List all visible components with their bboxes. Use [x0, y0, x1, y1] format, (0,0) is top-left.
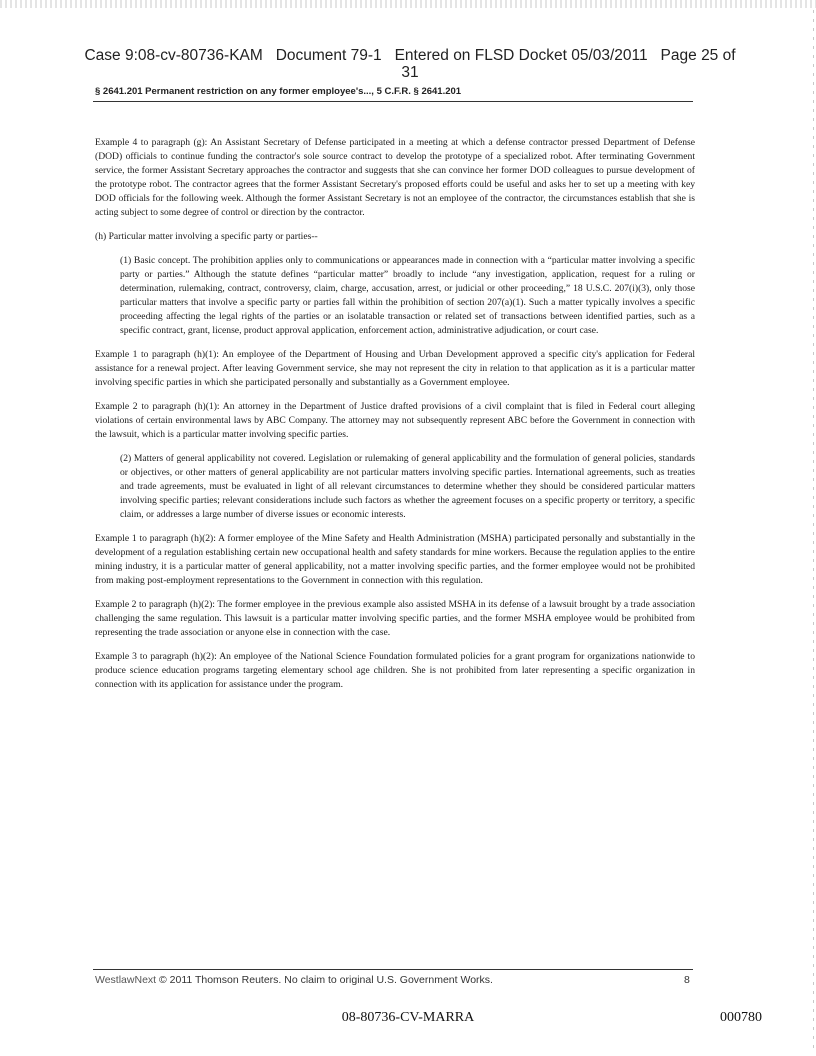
page-number: 8 — [684, 974, 690, 986]
example-2-paragraph-h2: Example 2 to paragraph (h)(2): The former employee in the previous example also assisted MSHA in its defense of a lawsuit brought by a trade association challenging the same regulation. This lawsuit is a particular matter involving specific parties, and the former MSHA employee would be prohibited from representing the trade association or anyone else in connection with the case. — [95, 599, 695, 638]
case-header — [60, 47, 760, 81]
case-number-stamp: 08-80736-CV-MARRA — [341, 1010, 475, 1025]
document-body — [95, 136, 695, 702]
westlaw-logo: WestlawNext — [95, 974, 157, 986]
section-h2-general-applicability: (2) Matters of general applicability not covered. Legislation or rulemaking of general applicability and the formulation of general policies, standards or objectives, or other matters of general applicability are not particular matters involving specific parties. International agreements, such as treaties and trade agreements, must be evaluated in light of all relevant circumstances to determine whether they should be considered particular matters involving specific parties; relevant considerations include such factors as whether the agreement focuses on a specific property or territory, a specific claim, or addresses a large number of diverse issues or economic interests. — [120, 453, 695, 520]
section-h1-basic-concept: (1) Basic concept. The prohibition applies only to communications or appearances made in connection with a “particular matter involving a specific party or parties.” Although the statute defines “particular matter” broadly to include “any investigation, application, request for a ruling or determination, rulemaking, contract, controversy, claim, charge, accusation, arrest, or judicial or other proceeding,” 18 U.S.C. 207(i)(3), only those particular matters that involve a specific party or parties fall within the prohibition of section 207(a)(1). Such a matter typically involves a specific proceeding affecting the legal rights of the parties or an isolatable transaction or related set of transactions between identified parties, such as a specific contract, grant, license, product approval application, enforcement action, administrative adjudication, or court case. — [120, 255, 695, 336]
section-h-heading: (h) Particular matter involving a specific party or parties-- — [95, 231, 318, 242]
footer-copyright — [95, 974, 493, 986]
case-header-line-2: 31 — [401, 64, 419, 81]
copyright-text: © 2011 Thomson Reuters. No claim to original U.S. Government Works. — [159, 974, 493, 986]
header-divider — [93, 101, 693, 102]
scan-artifact-top — [0, 0, 816, 8]
example-1-paragraph-h2: Example 1 to paragraph (h)(2): A former employee of the Mine Safety and Health Administration (MSHA) participated personally and substantially in the development of a regulation establishing certain new occupational health and safety standards for mine workers. Because the regulation applies to the entire mining industry, it is a particular matter of general applicability, not a matter involving specific parties, and the former employee would not be prohibited from making post-employment representations to the Government in connection with this regulation. — [95, 533, 695, 586]
example-1-paragraph-h1: Example 1 to paragraph (h)(1): An employee of the Department of Housing and Urban Development approved a specific city's application for Federal assistance for a renewal project. After leaving Government service, she may not represent the city in relation to that application as it is a particular matter involving specific parties in which she participated personally and substantially as a Government employee. — [95, 349, 695, 388]
example-3-paragraph-h2: Example 3 to paragraph (h)(2): An employee of the National Science Foundation formulated policies for a grant program for organizations nationwide to produce science education programs targeting elementary school age children. She is not prohibited from later representing a specific organization in connection with its application for assistance under the program. — [95, 651, 695, 690]
example-2-paragraph-h1: Example 2 to paragraph (h)(1): An attorney in the Department of Justice drafted provisions of a civil complaint that is filed in Federal court alleging violations of certain environmental laws by ABC Company. The attorney may not subsequently represent ABC before the Government in connection with the lawsuit, which is a particular matter involving specific parties. — [95, 401, 695, 440]
footer-divider — [93, 969, 693, 970]
scan-artifact-right — [813, 10, 814, 1050]
section-title: § 2641.201 Permanent restriction on any former employee's..., 5 C.F.R. § 2641.201 — [95, 86, 462, 97]
case-header-line: Case 9:08-cv-80736-KAM Document 79-1 Entered on FLSD Docket 05/03/2011 Page 25 of — [84, 47, 736, 64]
example-4-paragraph-g: Example 4 to paragraph (g): An Assistant Secretary of Defense participated in a meeting at which a defense contractor pressed Department of Defense (DOD) officials to continue funding the contractor's sole source contract to develop the prototype of a specialized robot. After terminating Government service, the former Assistant Secretary approaches the contractor and suggests that she can convince her former DOD colleagues to pursue development of the prototype robot. The contractor agrees that the former Assistant Secretary's proposed efforts could be useful and asks her to set up a meeting with key DOD officials for the following week. Although the former Assistant Secretary is not an employee of the contractor, the circumstances establish that she is acting subject to some degree of control or direction by the contractor. — [95, 137, 695, 218]
bates-number: 000780 — [720, 1010, 762, 1025]
